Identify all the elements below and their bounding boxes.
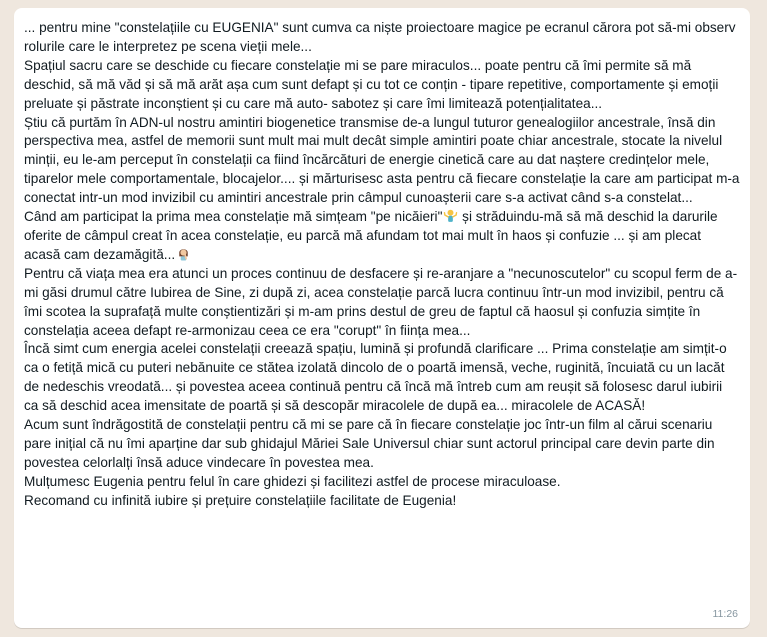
woman-facepalming-emoji (176, 246, 191, 261)
message-timestamp: 11:26 (712, 608, 738, 620)
message-paragraph-with-emojis (24, 208, 740, 265)
message-paragraph: Încă simt cum energia acelei constelații creează spațiu, lumină și profundă clarificare ... Prima constelație am simțit-o ca o fetiță mică cu puteri nebănuite ce stătea izolată dincolo de o poartă imensă, veche, ruginită, încuiată cu un lacăt de nedeschis vreodată... și povestea aceea continuă pentru că încă mă întreb cum am reușit să folosesc darul iubirii ca să deschid acea imensitate de poartă și să descopăr miracolele de după ea... miracolele de ACASĂ! (24, 341, 727, 414)
message-paragraph: Acum sunt îndrăgostită de constelații pentru că mi se pare că în fiecare constelație joc într-un film al cărui scenariu pare inițial că nu îmi aparține dar sub ghidajul Măriei Sale Universul chiar sunt actorul principal care devin parte din povestea celorlalți însă aduce vindecare în povestea mea. (24, 417, 715, 470)
message-paragraph: Recomand cu infinită iubire și prețuire constelațiile facilitate de Eugenia! (24, 492, 457, 508)
message-fragment: și străduindu-mă să mă deschid la darurile oferite de câmpul creat în acea constelație, eu parcă mă afundam tot mai mult în haos și confuzie ... și am plecat acasă cam dezamăgită... (24, 209, 718, 262)
message-text (24, 19, 740, 511)
message-paragraph: ... pentru mine "constelațiile cu EUGENIA" sunt cumva ca niște proiectoare magice pe ecranul cărora pot să-mi observ rolurile care le interpretez pe scena vieții mele... (24, 20, 736, 54)
message-paragraph: Pentru că viața mea era atunci un proces continuu de desfacere și re-aranjare a "necunoscutelor" cu scopul ferm de a-mi găsi drumul către Iubirea de Sine, zi după zi, acea constelație parcă lucra continuu într-un mod invizibil, pentru că îmi scotea la suprafață multe conștientizări și m-am prins destul de greu de faptul că haosul și confuzia simțite în constelația aceea defapt re-armonizau ceea ce era "corupt" în ființa mea... (24, 265, 738, 338)
message-fragment: Când am participat la prima mea constelație mă simțeam "pe nicăieri" (24, 209, 443, 225)
message-paragraph: Mulțumesc Eugenia pentru felul în care ghidezi și facilitezi astfel de procese miraculoase. (24, 473, 561, 489)
message-bubble[interactable] (14, 8, 750, 628)
person-shrugging-emoji (443, 208, 458, 223)
message-paragraph: Știu că purtăm în ADN-ul nostru amintiri biogenetice transmise de-a lungul tuturor genealogiilor ancestrale, însă din perspectiva mea, astfel de memorii sunt mult mai mult decât simple amintiri poate chiar ancestrale, stocate la nivelul minții, eu le-am perceput în constelații ca fiind încărcături de energie cinetică care au dat naștere credințelor mele, tiparelor mele comportamentale, blocajelor.... și mărturisesc asta pentru că fiecare constelație la care am participat m-a conectat intr-un mod invizibil cu amintiri ancestrale prin câmpul cunoașterii care s-a activat când s-a constelat... (24, 114, 740, 206)
message-paragraph: Spațiul sacru care se deschide cu fiecare constelație mi se pare miraculos... poate pentru că îmi permite să mă deschid, să mă văd și să mă arăt așa cum sunt defapt și cu tot ce conțin - tipare repetitive, comportamente și emoții preluate și păstrate inconștient și cu care mă auto- sabotez și care îmi limitează potențialitatea... (24, 57, 719, 111)
